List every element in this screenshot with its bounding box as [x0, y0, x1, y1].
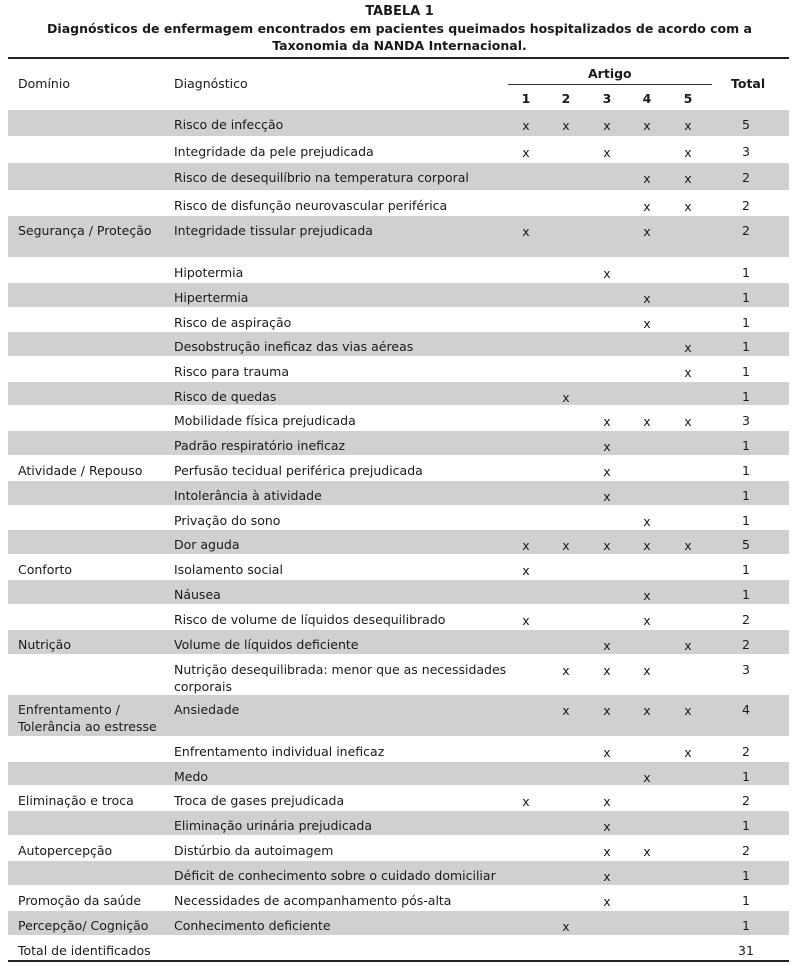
artigo-3-mark: x — [603, 869, 611, 884]
total-cell: 2 — [742, 612, 750, 627]
domain-cell: Conforto — [18, 562, 73, 577]
artigo-5-mark: x — [684, 171, 692, 186]
diagnosis-cell: Perfusão tecidual periférica prejudicada — [174, 463, 423, 478]
table-row — [8, 786, 789, 810]
table-row — [8, 655, 789, 694]
artigo-5-mark: x — [684, 340, 692, 355]
diagnosis-cell: Náusea — [174, 587, 221, 602]
diagnosis-cell: Padrão respiratório ineficaz — [174, 438, 346, 453]
table-row — [8, 258, 789, 282]
total-cell: 1 — [742, 265, 750, 280]
artigo-4-mark: x — [643, 588, 651, 603]
total-cell: 2 — [742, 843, 750, 858]
total-cell: 1 — [742, 918, 750, 933]
diagnosis-cell: Dor aguda — [174, 537, 240, 552]
diagnosis-cell: Isolamento social — [174, 562, 283, 577]
table-row — [8, 110, 789, 136]
artigo-3-mark: x — [603, 745, 611, 760]
table-row — [8, 555, 789, 579]
total-cell: 4 — [742, 702, 750, 717]
total-cell: 3 — [742, 662, 750, 677]
table-row — [8, 861, 789, 885]
table-row — [8, 332, 789, 356]
artigo-3-mark: x — [603, 489, 611, 504]
table-row — [8, 382, 789, 405]
total-cell: 1 — [742, 562, 750, 577]
table-row — [8, 283, 789, 307]
artigo-5-mark: x — [684, 145, 692, 160]
diagnosis-cell: Ansiedade — [174, 702, 240, 717]
total-cell: 1 — [742, 818, 750, 833]
total-cell: 3 — [742, 413, 750, 428]
diagnosis-cell: Privação do sono — [174, 513, 281, 528]
total-cell: 1 — [742, 513, 750, 528]
artigo-4-mark: x — [643, 703, 651, 718]
artigo-2-mark: x — [562, 703, 570, 718]
table-row — [8, 605, 789, 629]
table-caption-line-1: Diagnósticos de enfermagem encontrados em pacientes queimados hospitalizados de acordo com a — [47, 21, 752, 36]
total-cell: 5 — [742, 117, 750, 132]
table-row — [8, 137, 789, 162]
domain-cell: Percepção/ Cognição — [18, 918, 149, 933]
header-artigo-5: 5 — [683, 91, 693, 106]
header-diagnostico: Diagnóstico — [174, 76, 248, 91]
total-cell: 1 — [742, 463, 750, 478]
table-row — [8, 530, 789, 554]
total-cell: 5 — [742, 537, 750, 552]
total-cell: 1 — [742, 587, 750, 602]
diagnosis-cell: Necessidades de acompanhamento pós-alta — [174, 893, 452, 908]
artigo-4-mark: x — [643, 316, 651, 331]
domain-cell: Total de identificados — [18, 943, 151, 958]
artigo-1-mark: x — [522, 224, 530, 239]
artigo-5-mark: x — [684, 538, 692, 553]
header-total: Total — [731, 76, 766, 91]
total-cell: 1 — [742, 290, 750, 305]
total-cell: 2 — [742, 793, 750, 808]
artigo-4-mark: x — [643, 663, 651, 678]
table-row — [8, 737, 789, 761]
header-artigo-1: 1 — [521, 91, 531, 106]
diagnosis-cell: Distúrbio da autoimagem — [174, 843, 334, 858]
diagnosis-cell: Enfrentamento individual ineficaz — [174, 744, 385, 759]
table-row — [8, 431, 789, 455]
artigo-4-mark: x — [643, 171, 651, 186]
table-row — [8, 762, 789, 785]
total-cell: 1 — [742, 389, 750, 404]
artigo-2-mark: x — [562, 390, 570, 405]
diagnosis-cell: Risco de aspiração — [174, 315, 292, 330]
table-row — [8, 406, 789, 430]
diagnosis-cell: Risco de infecção — [174, 117, 284, 132]
table-row — [8, 936, 789, 959]
artigo-4-mark: x — [643, 514, 651, 529]
table-row — [8, 506, 789, 529]
total-cell: 2 — [742, 223, 750, 238]
diagnosis-cell: Eliminação urinária prejudicada — [174, 818, 373, 833]
artigo-3-mark: x — [603, 414, 611, 429]
total-cell: 31 — [738, 943, 754, 958]
diagnosis-cell: Risco de desequilíbrio na temperatura corporal — [174, 170, 469, 185]
total-cell: 1 — [742, 315, 750, 330]
artigo-3-mark: x — [603, 638, 611, 653]
total-cell: 2 — [742, 744, 750, 759]
artigo-3-mark: x — [603, 819, 611, 834]
table-row — [8, 191, 789, 215]
diagnosis-cell: Déficit de conhecimento sobre o cuidado domiciliar — [174, 868, 496, 883]
artigo-1-mark: x — [522, 613, 530, 628]
artigo-5-mark: x — [684, 703, 692, 718]
diagnosis-cell: Volume de líquidos deficiente — [174, 637, 359, 652]
artigo-3-mark: x — [603, 844, 611, 859]
table-row — [8, 163, 789, 190]
diagnosis-cell: Integridade da pele prejudicada — [174, 144, 374, 159]
table-caption — [0, 20, 799, 54]
domain-cell: Eliminação e troca — [18, 793, 134, 808]
artigo-2-mark: x — [562, 663, 570, 678]
artigo-4-mark: x — [643, 770, 651, 785]
diagnosis-cell: Mobilidade física prejudicada — [174, 413, 356, 428]
domain-cell: Atividade / Repouso — [18, 463, 143, 478]
artigo-5-mark: x — [684, 199, 692, 214]
total-cell: 1 — [742, 488, 750, 503]
artigo-4-mark: x — [643, 199, 651, 214]
diagnosis-cell: Hipertermia — [174, 290, 249, 305]
table-row — [8, 695, 789, 736]
artigo-3-mark: x — [603, 145, 611, 160]
diagnosis-cell: Medo — [174, 769, 209, 784]
table-bottom-rule — [8, 960, 789, 962]
diagnosis-cell: Desobstrução ineficaz das vias aéreas — [174, 339, 414, 354]
artigo-3-mark: x — [603, 794, 611, 809]
domain-cell: Autopercepção — [18, 843, 113, 858]
table-row — [8, 630, 789, 654]
diagnosis-cell: Intolerância à atividade — [174, 488, 322, 503]
header-artigo-3: 3 — [602, 91, 612, 106]
artigo-4-mark: x — [643, 613, 651, 628]
artigo-3-mark: x — [603, 118, 611, 133]
header-artigo-2: 2 — [561, 91, 571, 106]
artigo-1-mark: x — [522, 118, 530, 133]
table-caption-line-2: Taxonomia da NANDA Internacional. — [272, 38, 527, 53]
total-cell: 1 — [742, 769, 750, 784]
diagnosis-cell: Risco para trauma — [174, 364, 289, 379]
table-row — [8, 580, 789, 604]
table-row — [8, 911, 789, 935]
total-cell: 3 — [742, 144, 750, 159]
header-artigo-rule — [508, 84, 712, 85]
artigo-4-mark: x — [643, 414, 651, 429]
table-row — [8, 481, 789, 505]
diagnosis-cell: Nutrição desequilibrada: menor que as necessidades corporais — [174, 662, 507, 694]
total-cell: 2 — [742, 637, 750, 652]
artigo-3-mark: x — [603, 703, 611, 718]
artigo-3-mark: x — [603, 538, 611, 553]
artigo-2-mark: x — [562, 919, 570, 934]
table-row — [8, 886, 789, 910]
artigo-5-mark: x — [684, 745, 692, 760]
total-cell: 1 — [742, 364, 750, 379]
diagnosis-cell: Risco de volume de líquidos desequilibrado — [174, 612, 446, 627]
diagnosis-cell: Risco de quedas — [174, 389, 277, 404]
diagnosis-cell: Risco de disfunção neurovascular periférica — [174, 198, 448, 213]
total-cell: 1 — [742, 868, 750, 883]
table-row — [8, 357, 789, 381]
artigo-3-mark: x — [603, 266, 611, 281]
table-row — [8, 308, 789, 331]
header-artigo-4: 4 — [642, 91, 652, 106]
diagnosis-cell: Hipotermia — [174, 265, 244, 280]
header-artigo: Artigo — [588, 66, 632, 81]
table-row — [8, 216, 789, 257]
artigo-4-mark: x — [643, 291, 651, 306]
total-cell: 1 — [742, 438, 750, 453]
total-cell: 1 — [742, 339, 750, 354]
artigo-1-mark: x — [522, 538, 530, 553]
artigo-3-mark: x — [603, 663, 611, 678]
artigo-5-mark: x — [684, 414, 692, 429]
artigo-1-mark: x — [522, 563, 530, 578]
header-dominio: Domínio — [18, 76, 70, 91]
domain-cell: Promoção da saúde — [18, 893, 142, 908]
table-row — [8, 811, 789, 835]
artigo-1-mark: x — [522, 145, 530, 160]
domain-cell: Enfrentamento / Tolerância ao estresse — [18, 702, 157, 734]
diagnosis-cell: Troca de gases prejudicada — [174, 793, 345, 808]
total-cell: 2 — [742, 198, 750, 213]
domain-cell: Nutrição — [18, 637, 71, 652]
domain-cell: Segurança / Proteção — [18, 223, 152, 238]
artigo-4-mark: x — [643, 538, 651, 553]
table-number: TABELA 1 — [365, 4, 434, 19]
table-row — [8, 836, 789, 860]
artigo-3-mark: x — [603, 464, 611, 479]
artigo-5-mark: x — [684, 365, 692, 380]
total-cell: 2 — [742, 170, 750, 185]
artigo-2-mark: x — [562, 118, 570, 133]
table-top-rule — [8, 57, 789, 59]
diagnosis-cell: Conhecimento deficiente — [174, 918, 331, 933]
artigo-4-mark: x — [643, 844, 651, 859]
table-row — [8, 456, 789, 480]
total-cell: 1 — [742, 893, 750, 908]
artigo-4-mark: x — [643, 224, 651, 239]
artigo-1-mark: x — [522, 794, 530, 809]
artigo-3-mark: x — [603, 894, 611, 909]
artigo-3-mark: x — [603, 439, 611, 454]
artigo-2-mark: x — [562, 538, 570, 553]
artigo-5-mark: x — [684, 638, 692, 653]
artigo-5-mark: x — [684, 118, 692, 133]
diagnosis-cell: Integridade tissular prejudicada — [174, 223, 373, 238]
artigo-4-mark: x — [643, 118, 651, 133]
